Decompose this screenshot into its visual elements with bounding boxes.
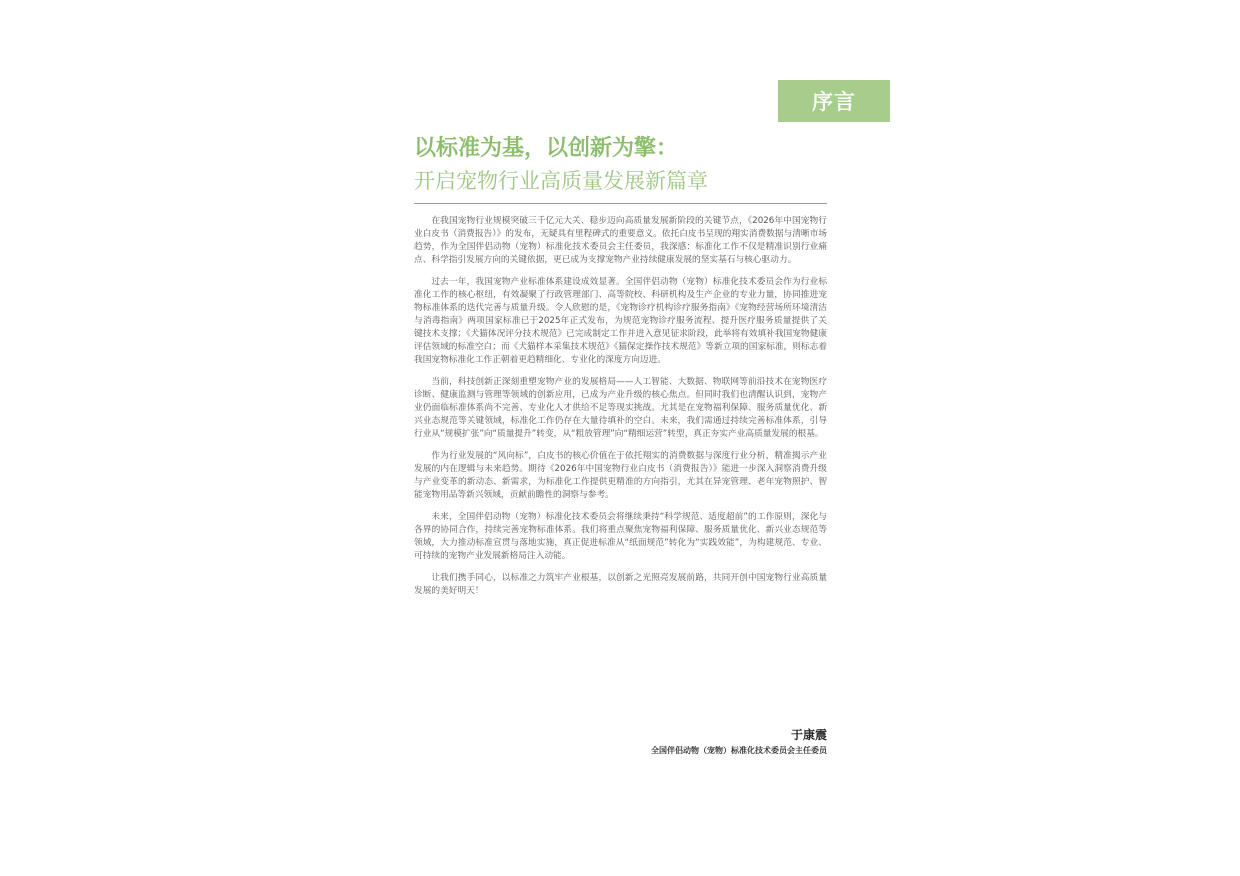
- paragraph-3: 当前，科技创新正深刻重塑宠物产业的发展格局——人工智能、大数据、物联网等前沿技术在宠物医疗诊断、健康监测与管理等领域的创新应用，已成为产业升级的核心焦点。但同时我们也清醒认识到，宠物产业仍面临标准体系尚不完善、专业化人才供给不足等现实挑战。尤其是在宠物福利保障、服务质量优化、新兴业态规范等关键领域，标准化工作仍存在大量待填补的空白。未来，我们需通过持续完善标准体系，引导行业从“规模扩张”向“质量提升”转变，从“粗放管理”向“精细运营”转型，真正夯实产业高质量发展的根基。: [414, 377, 827, 439]
- page-title: 以标准为基，以创新为擎：: [414, 136, 679, 161]
- paragraph-5: 未来，全国伴侣动物（宠物）标准化技术委员会将继续秉持“科学规范、适度超前”的工作原则，深化与各界的协同合作，持续完善宠物标准体系。我们将重点聚焦宠物福利保障、服务质量优化、新兴业态规范等领域，大力推动标准宣贯与落地实施，真正促进标准从“纸面规范”转化为“实践效能”，为构建规范、专业、可持续的宠物产业发展新格局注入动能。: [414, 512, 827, 561]
- preface-body: [414, 215, 827, 607]
- section-tag: 序言: [778, 80, 890, 122]
- signature-title: 全国伴侣动物（宠物）标准化技术委员会主任委员: [651, 746, 827, 755]
- paragraph-4: 作为行业发展的“风向标”，白皮书的核心价值在于依托翔实的消费数据与深度行业分析，精准揭示产业发展的内在逻辑与未来趋势。期待《2026年中国宠物行业白皮书（消费报告）》能进一步深入洞察消费升级与产业变革的新动态、新需求，为标准化工作提供更精准的方向指引，尤其在异宠管理、老年宠物照护、智能宠物用品等新兴领域，贡献前瞻性的洞察与参考。: [414, 451, 827, 500]
- page-subtitle: 开启宠物行业高质量发展新篇章: [414, 169, 708, 193]
- title-divider: [414, 203, 827, 204]
- signature-name: 于康震: [790, 728, 827, 742]
- paragraph-6: 让我们携手同心，以标准之力筑牢产业根基，以创新之光照亮发展前路，共同开创中国宠物行业高质量发展的美好明天！: [414, 573, 827, 596]
- paragraph-2: 过去一年，我国宠物产业标准体系建设成效显著。全国伴侣动物（宠物）标准化技术委员会作为行业标准化工作的核心枢纽，有效凝聚了行政管理部门、高等院校、科研机构及生产企业的专业力量，协同推进宠物标准体系的迭代完善与质量升级。令人欣慰的是，《宠物诊疗机构诊疗服务指南》《宠物经营场所环境清洁与消毒指南》两项国家标准已于2025年正式发布，为规范宠物诊疗服务流程、提升医疗服务质量提供了关键技术支撑；《犬猫体况评分技术规范》已完成制定工作并进入意见征求阶段，此举将有效填补我国宠物健康评估领域的标准空白；而《犬猫样本采集技术规范》《猫保定操作技术规范》等新立项的国家标准，则标志着我国宠物标准化工作正朝着更趋精细化、专业化的深度方向迈进。: [414, 277, 827, 365]
- paragraph-1: 在我国宠物行业规模突破三千亿元大关、稳步迈向高质量发展新阶段的关键节点，《2026年中国宠物行业白皮书（消费报告）》的发布，无疑具有里程碑式的重要意义。依托白皮书呈现的翔实消费数据与清晰市场趋势，作为全国伴侣动物（宠物）标准化技术委员会主任委员，我深感：标准化工作不仅是精准识别行业痛点、科学指引发展方向的关键依据，更已成为支撑宠物产业持续健康发展的坚实基石与核心驱动力。: [414, 216, 827, 265]
